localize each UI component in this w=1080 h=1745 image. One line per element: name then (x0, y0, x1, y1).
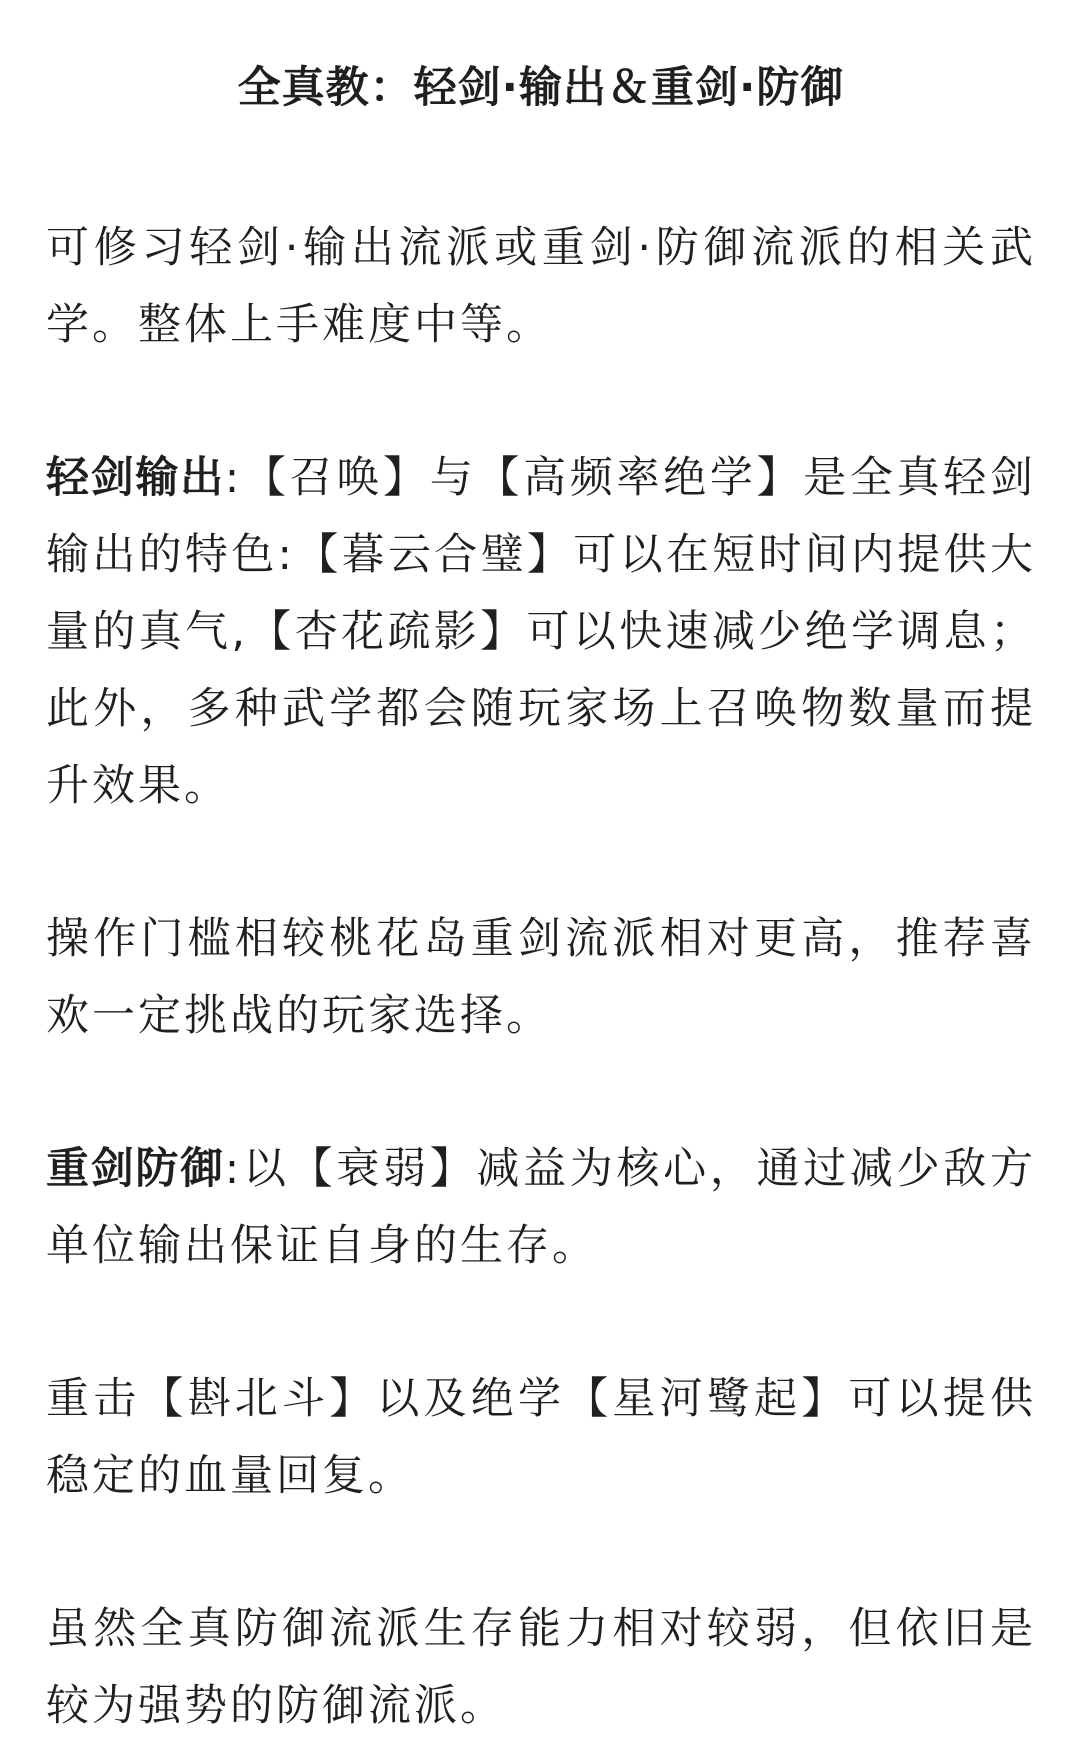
intro-paragraph: 可修习轻剑·输出流派或重剑·防御流派的相关武学。整体上手难度中等。 (46, 223, 1036, 350)
article-title: 全真教：轻剑·输出＆重剑·防御 (237, 63, 845, 113)
light-sword-text: :【召唤】与【高频率绝学】是全真轻剑输出的特色:【暮云合璧】可以在短时间内提供大量的真气,【杏花疏影】可以快速减少绝学调息；此外，多种武学都会随玩家场上召唤物数量而提升效果。 (46, 453, 1036, 811)
light-sword-note-paragraph: 操作门槛相较桃花岛重剑流派相对更高，推荐喜欢一定挑战的玩家选择。 (46, 914, 1036, 1041)
heavy-sword-label: 重剑防御 (46, 1144, 225, 1194)
heavy-sword-text: :以【衰弱】减益为核心，通过减少敌方单位输出保证自身的生存。 (46, 1144, 1036, 1271)
light-sword-label: 轻剑输出 (46, 453, 225, 503)
heavy-sword-note-paragraph: 虽然全真防御流派生存能力相对较弱，但依旧是较为强势的防御流派。 (46, 1604, 1036, 1731)
light-sword-paragraph (46, 440, 1036, 825)
heavy-sword-paragraph (46, 1131, 1036, 1285)
heavy-sword-heal-paragraph: 重击【斟北斗】以及绝学【星河鹭起】可以提供稳定的血量回复。 (46, 1374, 1036, 1501)
